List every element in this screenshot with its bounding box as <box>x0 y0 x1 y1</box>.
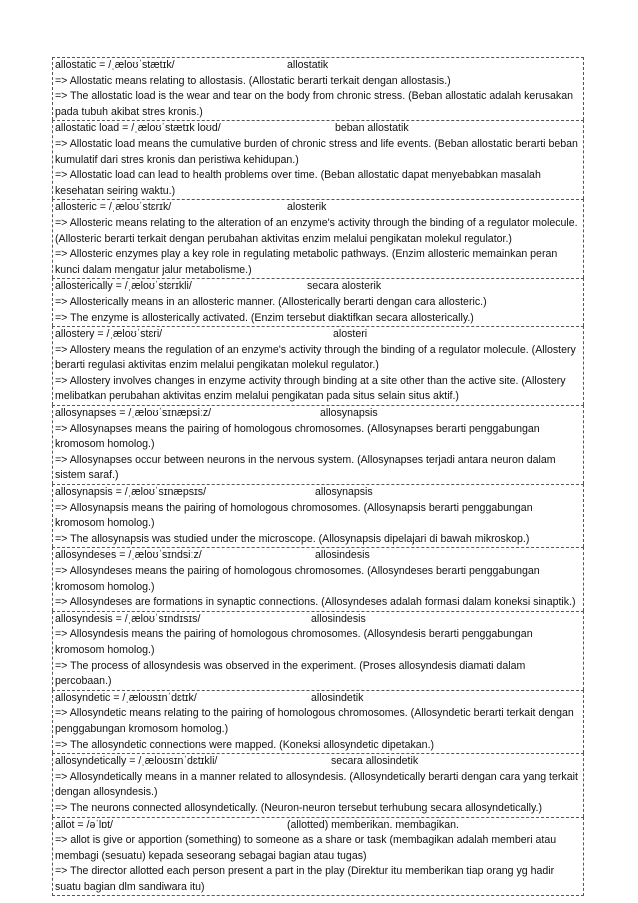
example-line: => Allosynapses means the pairing of homologous chromosomes. (Allosynapses berarti penggabungan kromosom homolog.) <box>55 422 540 451</box>
example-line: => The allosynapsis was studied under the microscope. (Allosynapsis dipelajari di bawah mikroskop.) <box>55 532 530 545</box>
example-line: => Allosyndeses are formations in synaptic connections. (Allosyndeses adalah formasi dalam koneksi sinaptik.) <box>55 596 576 609</box>
term-pronunciation: allostatic load = /ˌæloʊˈstætɪk loʊd/ <box>55 122 221 135</box>
example-line: => Allosynapsis means the pairing of homologous chromosomes. (Allosynapsis berarti penggabungan kromosom homolog.) <box>55 501 533 530</box>
translation: allosynapsis <box>315 486 373 499</box>
translation: allosindesis <box>315 549 370 562</box>
entry-allostatic-load <box>52 120 584 199</box>
term-pronunciation: allosyndeses = /ˌæloʊˈsɪndsiːz/ <box>55 549 202 562</box>
translation: secara allosindetik <box>331 755 419 768</box>
entry-head <box>55 548 582 564</box>
entry-allostatic <box>52 57 584 120</box>
translation: allosindesis <box>311 612 366 625</box>
example-line: => Allostery involves changes in enzyme activity through binding at a site other than the active site. (Allostery melibatkan perubahan aktivitas enzim melalui pengikatan pada situs selain situs aktif.) <box>55 374 566 403</box>
entry-head <box>55 58 582 74</box>
example-line: => Allosyndesis means the pairing of homologous chromosomes. (Allosyndesis berarti penggabungan kromosom homolog.) <box>55 628 533 656</box>
translation: alosteri <box>333 328 368 341</box>
example-line: => The director allotted each person present a part in the play (Direktur itu memberikan tiap orang yg hadir suatu bagian dlm sandiwara itu) <box>55 865 555 893</box>
example-line: => The enzyme is allosterically activated. (Enzim tersebut diaktifkan secara allosterically.) <box>55 311 474 324</box>
term-pronunciation: allosynapsis = /ˌæloʊˈsɪnæpsɪs/ <box>55 486 207 499</box>
example-line: => Allosyndeses means the pairing of homologous chromosomes. (Allosyndeses berarti penggabungan kromosom homolog.) <box>55 565 540 593</box>
entry-allosyndetic <box>52 690 584 753</box>
term-pronunciation: allosynapses = /ˌæloʊˈsɪnæpsiːz/ <box>55 407 212 420</box>
entry-head <box>55 818 582 834</box>
example-line: => Allostatic load can lead to health problems over time. (Beban allostatic dapat menyebabkan masalah kesehatan seiring waktu.) <box>55 169 541 197</box>
entry-head <box>55 327 582 343</box>
term-pronunciation: allosterically = /ˌæloʊˈstɛrɪkli/ <box>55 280 192 293</box>
entry-head <box>55 691 582 707</box>
translation: allosindetik <box>311 691 364 704</box>
entry-head <box>55 121 582 137</box>
translation: allosynapsis <box>320 407 378 420</box>
translation: allostatik <box>287 59 329 71</box>
entry-allosterically <box>52 278 584 326</box>
entry-head <box>55 612 582 628</box>
entry-head <box>55 754 582 770</box>
entry-allosteric <box>52 199 584 278</box>
term-pronunciation: allostatic = /ˌæloʊˈstætɪk/ <box>55 59 175 71</box>
translation: alosterik <box>287 201 327 214</box>
entry-head <box>55 406 582 422</box>
example-line: => Allostatic load means the cumulative burden of chronic stress and life events. (Beban allostatic berarti beban kumulatif dari stres kronis dan peristiwa kehidupan.) <box>55 137 578 166</box>
example-line: => The neurons connected allosyndetically. (Neuron-neuron tersebut terhubung secara allosyndetically.) <box>55 801 543 814</box>
entry-head <box>55 485 582 501</box>
entry-allot <box>52 817 584 897</box>
entry-allostery <box>52 326 584 405</box>
term-pronunciation: allosteric = /ˌæloʊˈstɛrɪk/ <box>55 201 172 214</box>
term-pronunciation: allostery = /ˌæloʊˈstɛri/ <box>55 328 163 341</box>
entry-allosyndetically <box>52 753 584 816</box>
example-line: => Allosyndetic means relating to the pairing of homologous chromosomes. (Allosyndetic berarti terkait dengan penggabungan kromosom homolog.) <box>55 707 574 735</box>
example-line: => Allostatic means relating to allostasis. (Allostatic berarti terkait dengan allostasis.) <box>55 74 451 87</box>
translation: (allotted) memberikan. membagikan. <box>287 818 459 831</box>
entry-allosyndeses <box>52 547 584 610</box>
example-line: => Allosteric means relating to the alteration of an enzyme's activity through the binding of a regulator molecule. (Allosteric berarti terkait dengan perubahan aktivitas enzim melalui pengikatan molekul regulator.) <box>55 216 578 245</box>
example-line: => The allostatic load is the wear and tear on the body from chronic stress. (Beban allostatic adalah kerusakan pada tubuh akibat stres kronis.) <box>55 90 574 118</box>
entry-head <box>55 279 582 295</box>
translation: secara alosterik <box>307 280 382 293</box>
example-line: => Allosterically means in an allosteric manner. (Allosterically berarti dengan cara allosteric.) <box>55 295 487 308</box>
entry-allosynapsis <box>52 484 584 547</box>
example-line: => allot is give or apportion (something) to someone as a share or task (membagikan adalah memberi atau membagi (sesuatu) kepada seseorang sebagai bagian atau tugas) <box>55 834 557 862</box>
example-line: => The allosyndetic connections were mapped. (Koneksi allosyndetic dipetakan.) <box>55 738 435 751</box>
example-line: => The process of allosyndesis was observed in the experiment. (Proses allosyndesis diamati dalam percobaan.) <box>55 659 526 688</box>
dictionary-page <box>52 57 584 896</box>
term-pronunciation: allosyndesis = /ˌæloʊˈsɪndɪsɪs/ <box>55 612 201 625</box>
term-pronunciation: allosyndetic = /ˌæloʊsɪnˈdɛtɪk/ <box>55 691 197 704</box>
example-line: => Allosynapses occur between neurons in the nervous system. (Allosynapses terjadi antara neuron dalam sistem saraf.) <box>55 453 556 482</box>
example-line: => Allosyndetically means in a manner related to allosyndesis. (Allosyndetically berarti dengan cara yang terkait dengan allosyndesis.) <box>55 770 578 799</box>
example-line: => Allosteric enzymes play a key role in regulating metabolic pathways. (Enzim allosteric memainkan peran kunci dalam mengatur jalur metabolisme.) <box>55 248 558 276</box>
term-pronunciation: allot = /əˈlɒt/ <box>55 818 114 831</box>
term-pronunciation: allosyndetically = /ˌæloʊsɪnˈdɛtɪkli/ <box>55 755 218 768</box>
entry-head <box>55 200 582 216</box>
entry-allosyndesis <box>52 611 584 690</box>
entry-allosynapses <box>52 405 584 484</box>
translation: beban allostatik <box>335 122 409 135</box>
example-line: => Allostery means the regulation of an enzyme's activity through the binding of a regulator molecule. (Allostery berarti regulasi aktivitas enzim melalui pengikatan molekul regulator.) <box>55 343 576 372</box>
